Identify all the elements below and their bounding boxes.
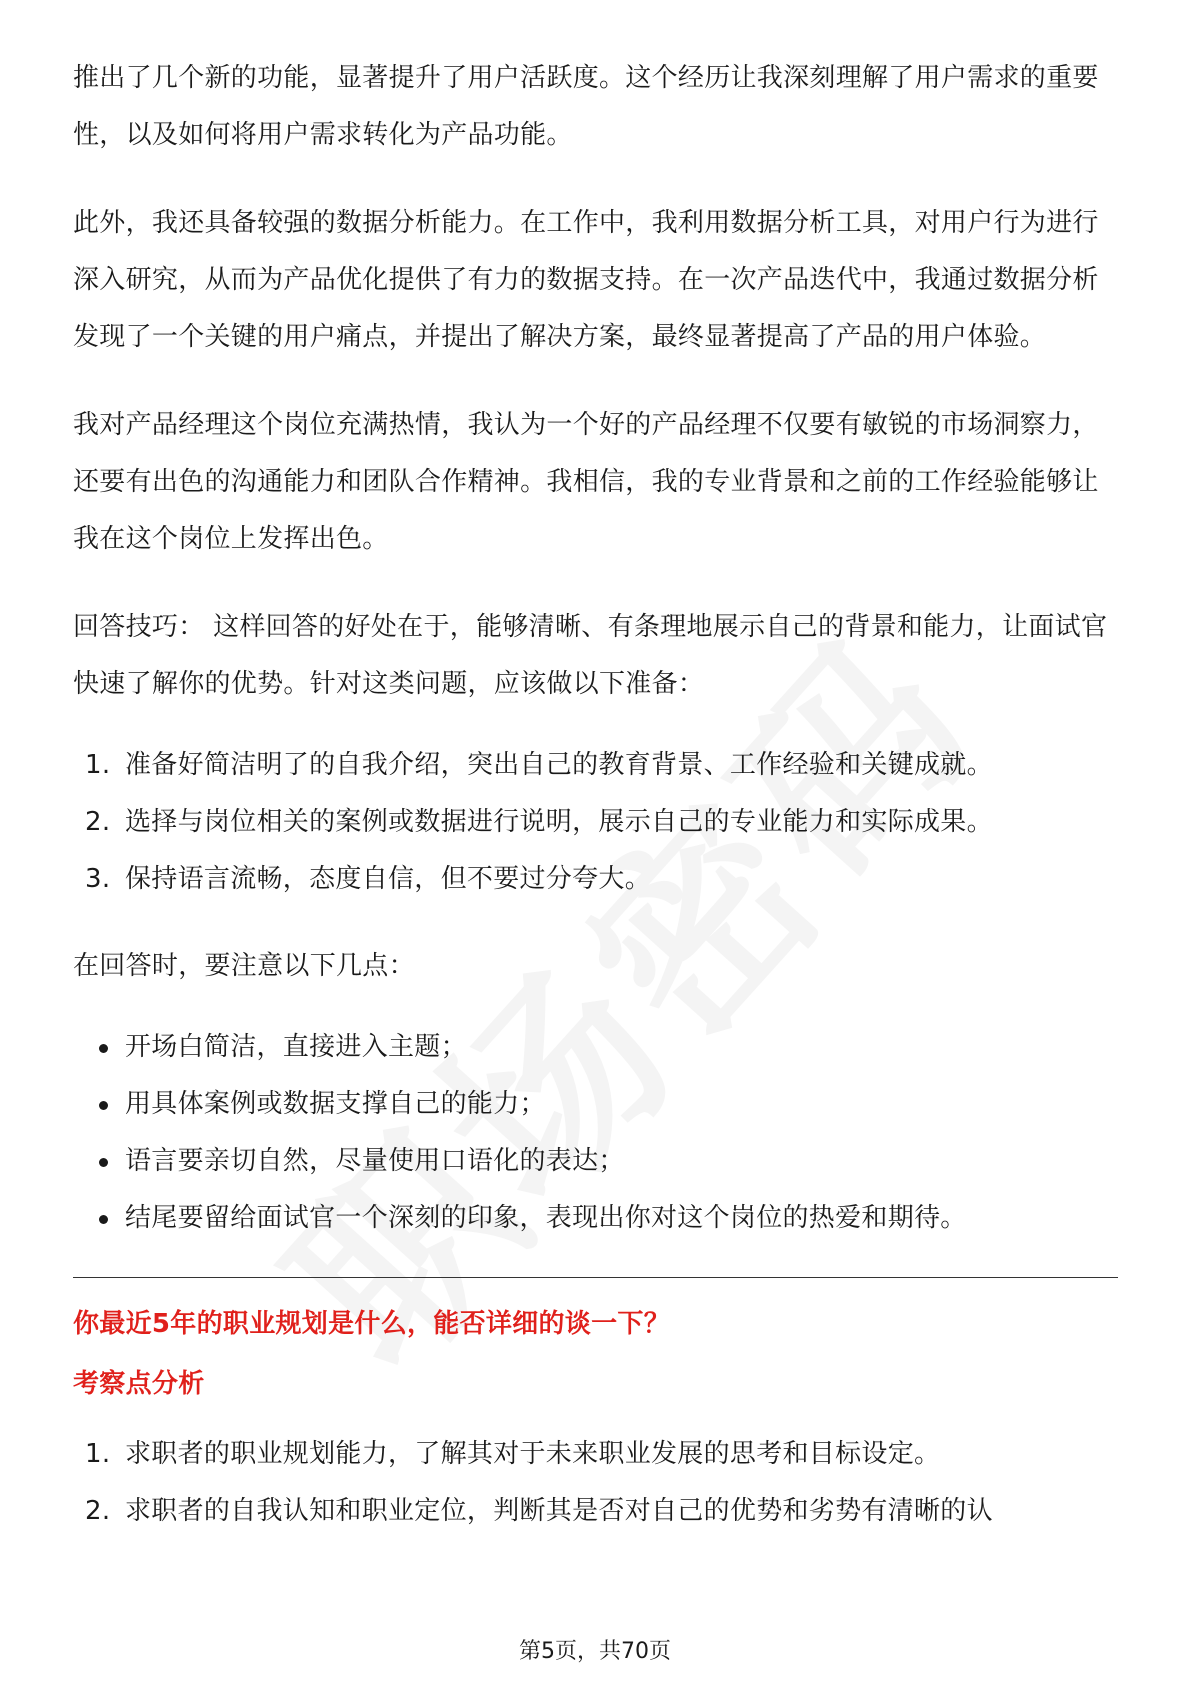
list-number: 2. xyxy=(85,1496,111,1526)
paragraph: 推出了几个新的功能，显著提升了用户活跃度。这个经历让我深刻理解了用户需求的重要性，以及如何将用户需求转化为产品功能。 xyxy=(73,63,1099,150)
list-item-text: 求职者的职业规划能力，了解其对于未来职业发展的思考和目标设定。 xyxy=(125,1439,941,1469)
list-item xyxy=(73,851,1118,908)
list-item-text: 选择与岗位相关的案例或数据进行说明，展示自己的专业能力和实际成果。 xyxy=(125,807,993,837)
analysis-list xyxy=(73,1426,1118,1540)
list-item xyxy=(73,1133,1118,1190)
list-item-text: 开场白简洁，直接进入主题； xyxy=(125,1032,467,1062)
list-item xyxy=(73,737,1118,794)
list-number: 3. xyxy=(85,864,111,894)
list-number: 1. xyxy=(85,1439,111,1469)
list-item xyxy=(73,1483,1118,1540)
prep-list xyxy=(73,737,1118,908)
section-divider xyxy=(73,1277,1118,1278)
page-footer: 第5页，共70页 xyxy=(519,1639,671,1664)
bullet-icon xyxy=(99,1215,108,1224)
paragraph: 我对产品经理这个岗位充满热情，我认为一个好的产品经理不仅要有敏锐的市场洞察力，还要有出色的沟通能力和团队合作精神。我相信，我的专业背景和之前的工作经验能够让我在这个岗位上发挥出色。 xyxy=(73,410,1099,554)
list-item-text: 用具体案例或数据支撑自己的能力； xyxy=(125,1089,546,1119)
notes-intro: 在回答时，要注意以下几点： xyxy=(73,951,415,981)
list-number: 2. xyxy=(85,807,111,837)
list-item-text: 语言要亲切自然，尽量使用口语化的表达； xyxy=(125,1146,625,1176)
bullet-icon xyxy=(99,1158,108,1167)
document-page xyxy=(73,50,1118,1570)
bullet-icon xyxy=(99,1101,108,1110)
list-item xyxy=(73,1426,1118,1483)
list-item-text: 准备好简洁明了的自我介绍，突出自己的教育背景、工作经验和关键成就。 xyxy=(125,750,993,780)
list-item xyxy=(73,1019,1118,1076)
analysis-title: 考察点分析 xyxy=(73,1369,205,1399)
notes-list xyxy=(73,1019,1118,1247)
list-item xyxy=(73,1076,1118,1133)
list-item xyxy=(73,794,1118,851)
list-item-text: 结尾要留给面试官一个深刻的印象，表现出你对这个岗位的热爱和期待。 xyxy=(125,1203,967,1233)
list-item-text: 保持语言流畅，态度自信，但不要过分夸大。 xyxy=(125,864,652,894)
paragraph: 此外，我还具备较强的数据分析能力。在工作中，我利用数据分析工具，对用户行为进行深入研究，从而为产品优化提供了有力的数据支持。在一次产品迭代中，我通过数据分析发现了一个关键的用户痛点，并提出了解决方案，最终显著提高了产品的用户体验。 xyxy=(73,208,1099,352)
list-item xyxy=(73,1190,1118,1247)
list-item-text: 求职者的自我认知和职业定位，判断其是否对自己的优势和劣势有清晰的认 xyxy=(125,1496,993,1526)
list-number: 1. xyxy=(85,750,111,780)
answer-tips-paragraph: 回答技巧： 这样回答的好处在于，能够清晰、有条理地展示自己的背景和能力，让面试官快速了解你的优势。针对这类问题，应该做以下准备： xyxy=(73,612,1108,699)
bullet-icon xyxy=(99,1044,108,1053)
question-title: 你最近5年的职业规划是什么，能否详细的谈一下？ xyxy=(73,1309,670,1339)
